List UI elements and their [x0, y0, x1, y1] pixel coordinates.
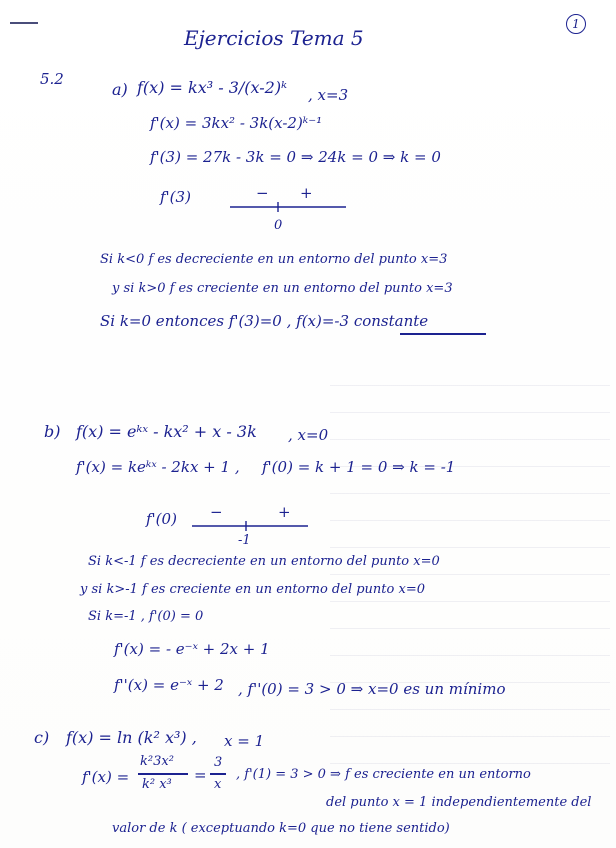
- part-c-conclusion-2: del punto x = 1 independientemente del: [326, 795, 592, 810]
- part-b-sign-minus: −: [210, 503, 223, 521]
- part-c-conclusion-1: , f'(1) = 3 > 0 ⇒ f es creciente en un entorno: [236, 767, 531, 782]
- part-a-function: f(x) = kx³ - 3/(x-2)ᵏ: [137, 78, 287, 97]
- part-c-simple-fraction-bar: [210, 773, 226, 775]
- part-c-label: c): [34, 728, 50, 747]
- part-b-evaluation: f'(0) = k + 1 = 0 ⇒ k = -1: [262, 458, 456, 476]
- part-c-equals: =: [194, 766, 207, 784]
- part-b-conclusion-1: Si k<-1 f es decreciente en un entorno del punto x=0: [88, 554, 440, 569]
- part-b-derivative: f'(x) = keᵏˣ - 2kx + 1 ,: [76, 458, 240, 476]
- part-c-derivative-denominator: k² x³: [142, 777, 172, 792]
- part-c-conclusion-3: valor de k ( exceptuando k=0 que no tiene sentido): [112, 821, 450, 836]
- part-b-second-derivative: f''(x) = e⁻ˣ + 2: [114, 676, 224, 694]
- part-b-second-conclusion: , f''(0) = 3 > 0 ⇒ x=0 es un mínimo: [238, 680, 506, 698]
- part-a-conclusion-2: y si k>0 f es creciente en un entorno del punto x=3: [112, 281, 453, 296]
- page-number: 1: [572, 17, 580, 31]
- part-b-first-derivative: f'(x) = - e⁻ˣ + 2x + 1: [114, 640, 270, 658]
- part-b-conclusion-2: y si k>-1 f es creciente en un entorno del punto x=0: [80, 582, 425, 597]
- part-a-evaluation: f'(3) = 27k - 3k = 0 ⇒ 24k = 0 ⇒ k = 0: [150, 148, 441, 166]
- part-a-conclusion-3: Si k=0 entonces f'(3)=0 , f(x)=-3 constante: [100, 312, 429, 330]
- part-a-sign-label: f'(3): [160, 188, 191, 206]
- part-a-derivative: f'(x) = 3kx² - 3k(x-2)ᵏ⁻¹: [150, 114, 323, 132]
- part-b-label: b): [44, 422, 61, 441]
- part-b-sign-tick: -1: [238, 533, 251, 548]
- part-a-sign-plus: +: [300, 184, 313, 202]
- page-title: Ejercicios Tema 5: [184, 26, 364, 50]
- part-b-point: , x=0: [288, 426, 329, 444]
- part-a-sign-chart: [228, 190, 348, 220]
- page-number-badge: [566, 14, 586, 34]
- part-a-point: , x=3: [308, 86, 349, 104]
- part-a-sign-tick: 0: [274, 218, 283, 233]
- part-a-sign-minus: −: [256, 184, 269, 202]
- part-c-derivative-lhs: f'(x) =: [82, 768, 130, 786]
- part-b-sign-label: f'(0): [146, 510, 177, 528]
- part-b-conclusion-3: Si k=-1 , f'(0) = 0: [88, 609, 204, 624]
- part-c-simple-numerator: 3: [214, 755, 223, 770]
- part-b-function: f(x) = eᵏˣ - kx² + x - 3k: [76, 422, 257, 441]
- part-a-conclusion-1: Si k<0 f es decreciente en un entorno del punto x=3: [100, 252, 448, 267]
- part-c-point: x = 1: [224, 732, 265, 750]
- part-c-fraction-bar: [138, 773, 188, 775]
- bleed-through-shadow: [330, 360, 610, 790]
- corner-dash-mark: [10, 22, 38, 24]
- part-c-simple-denominator: x: [214, 777, 222, 792]
- part-c-function: f(x) = ln (k² x³) ,: [66, 728, 197, 747]
- part-a-underline: [400, 333, 486, 335]
- part-a-label: a): [112, 80, 128, 99]
- part-b-sign-plus: +: [278, 503, 291, 521]
- exercise-number: 5.2: [40, 70, 64, 88]
- part-c-derivative-numerator: k²3x²: [140, 754, 174, 769]
